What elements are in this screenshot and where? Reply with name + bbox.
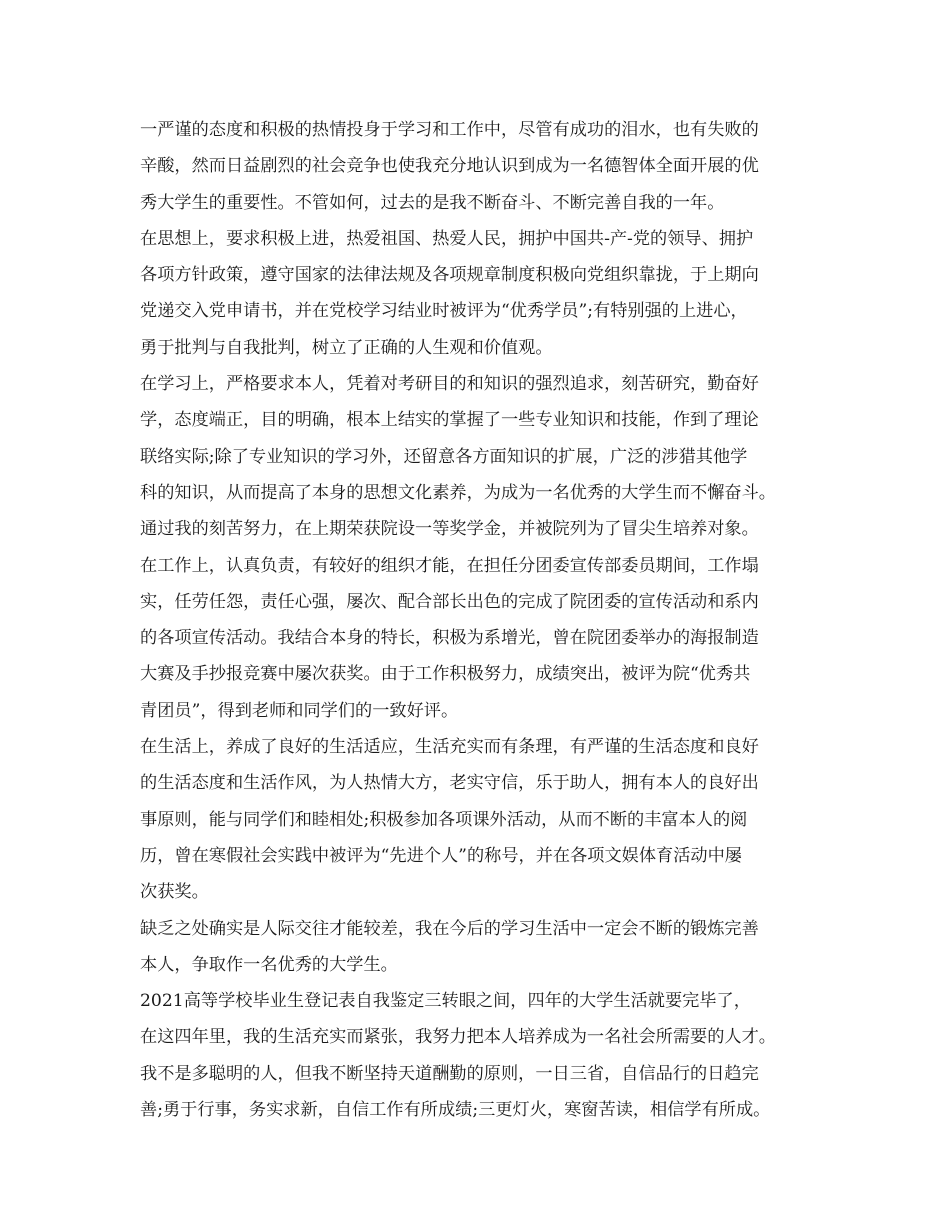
text-line: 通过我的刻苦努力，在上期荣获院设一等奖学金，并被院列为了冒尖生培养对象。 xyxy=(140,519,759,540)
text-line: 事原则，能与同学们和睦相处;积极参加各项课外活动，从而不断的丰富本人的阅 xyxy=(140,809,748,830)
text-line: 一严谨的态度和积极的热情投身于学习和工作中，尽管有成功的泪水，也有失败的 xyxy=(140,120,759,140)
text-line: 党递交入党申请书，并在党校学习结业时被评为“优秀学员”;有特别强的上进心， xyxy=(140,301,748,322)
text-line: 在这四年里，我的生活充实而紧张，我努力把本人培养成为一名社会所需要的人才。 xyxy=(140,1027,776,1048)
text-line: 在生活上，养成了良好的生活适应，生活充实而有条理，有严谨的生活态度和良好 xyxy=(140,737,759,758)
text-line: 实，任劳任怨，责任心强，屡次、配合部长出色的完成了院团委的宣传活动和系内 xyxy=(140,591,759,612)
text-line: 秀大学生的重要性。不管如何，过去的是我不断奋斗、不断完善自我的一年。 xyxy=(140,192,725,213)
text-line: 善;勇于行事，务实求新，自信工作有所成绩;三更灯火，寒窗苦读，相信学有所成。 xyxy=(140,1100,771,1121)
text-line: 勇于批判与自我批判，树立了正确的人生观和价值观。 xyxy=(140,337,553,358)
text-line: 次获奖。 xyxy=(140,882,209,903)
text-line: 在思想上，要求积极上进，热爱祖国、热爱人民，拥护中国共-产-党的领导、拥护 xyxy=(140,228,754,249)
text-line: 辛酸，然而日益剧烈的社会竞争也使我充分地认识到成为一名德智体全面开展的优 xyxy=(140,156,759,177)
text-line: 的各项宣传活动。我结合本身的特长，积极为系增光，曾在院团委举办的海报制造 xyxy=(140,628,759,649)
text-line: 科的知识，从而提高了本身的思想文化素养，为成为一名优秀的大学生而不懈奋斗。 xyxy=(140,482,776,503)
text-line: 在工作上，认真负责，有较好的组织才能，在担任分团委宣传部委员期间，工作塌 xyxy=(140,555,759,576)
text-line: 联络实际;除了专业知识的学习外，还留意各方面知识的扩展，广泛的涉猎其他学 xyxy=(140,446,748,467)
text-line: 学，态度端正，目的明确，根本上结实的掌握了一些专业知识和技能，作到了理论 xyxy=(140,410,759,431)
text-line: 历，曾在寒假社会实践中被评为“先进个人”的称号，并在各项文娱体育活动中屡 xyxy=(140,845,742,866)
text-line: 我不是多聪明的人，但我不断坚持天道酬勤的原则，一日三省，自信品行的日趋完 xyxy=(140,1063,759,1084)
text-line: 各项方针政策，遵守国家的法律法规及各项规章制度积极向党组织靠拢，于上期向 xyxy=(140,265,759,286)
text-line: 青团员”，得到老师和同学们的一致好评。 xyxy=(140,700,459,721)
text-line: 在学习上，严格要求本人，凭着对考研目的和知识的强烈追求，刻苦研究，勤奋好 xyxy=(140,374,759,395)
text-line: 本人，争取作一名优秀的大学生。 xyxy=(140,954,398,975)
document-body xyxy=(140,112,840,1128)
text-line: 2021高等学校毕业生登记表自我鉴定三转眼之间，四年的大学生活就要完毕了， xyxy=(140,991,751,1012)
text-line: 缺乏之处确实是人际交往才能较差，我在今后的学习生活中一定会不断的锻炼完善 xyxy=(140,918,759,939)
text-line: 大赛及手抄报竞赛中屡次获奖。由于工作积极努力，成绩突出，被评为院“优秀共 xyxy=(140,664,751,685)
text-line: 的生活态度和生活作风，为人热情大方，老实守信，乐于助人，拥有本人的良好出 xyxy=(140,773,759,794)
